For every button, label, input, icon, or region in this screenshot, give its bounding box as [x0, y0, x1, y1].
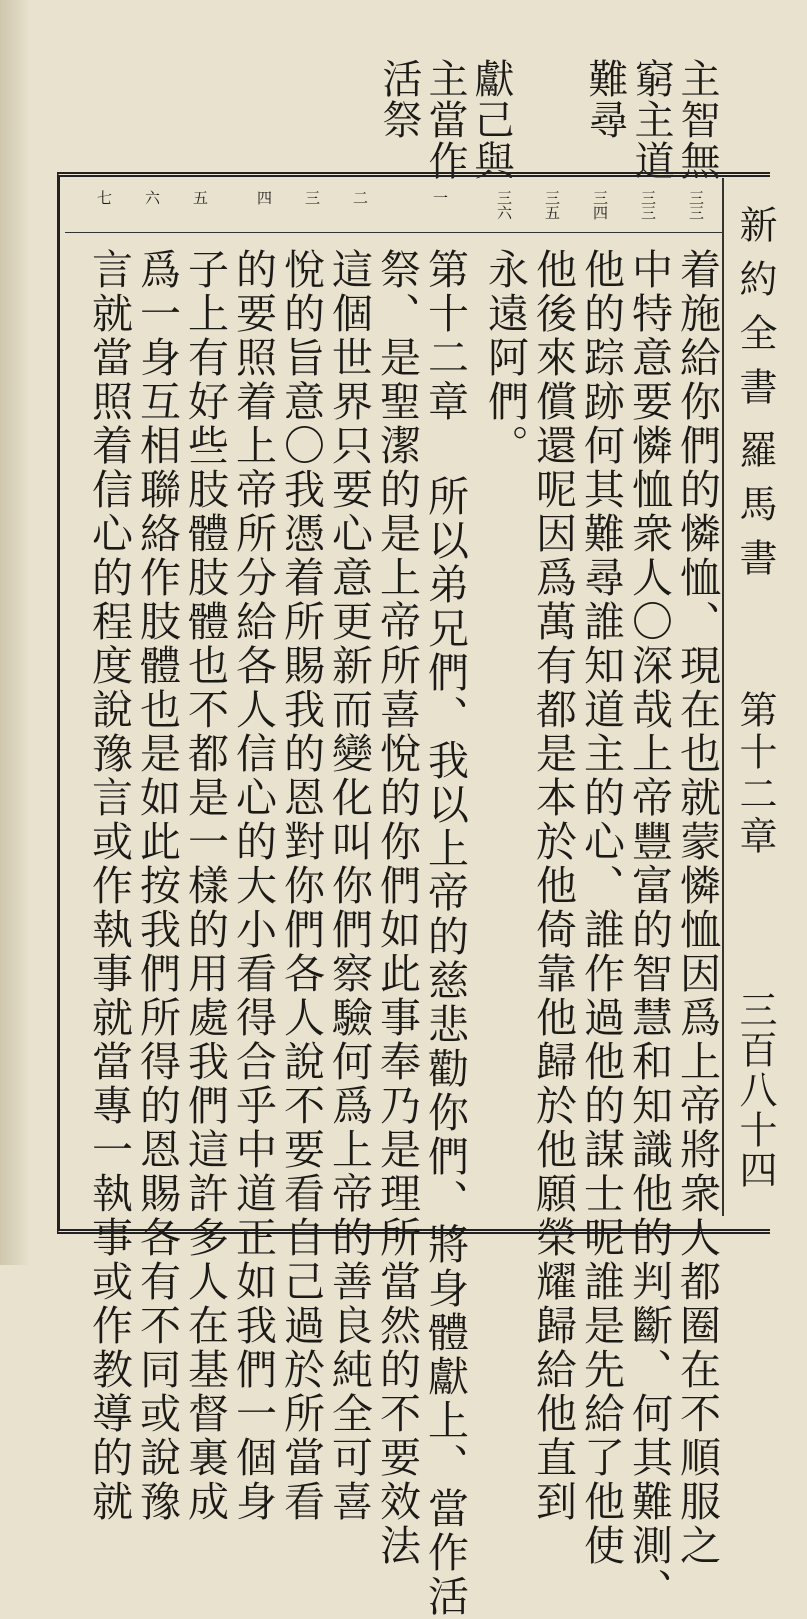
body-text-column: 祭、是聖潔的是上帝所喜悅的你們如此事奉乃是理所當然的不要效法	[373, 248, 421, 1568]
verse-ref: 三四	[591, 190, 609, 220]
body-text-column: 中特意要憐恤衆人〇深哉上帝豐富的智慧和知識他的判斷、何其難測、	[625, 248, 673, 1612]
gloss-column: 主智無	[674, 58, 720, 181]
body-text-column: 永遠阿們。	[481, 248, 529, 468]
verse-ref: 三五	[543, 190, 561, 220]
header-chapter: 第十二章	[733, 690, 777, 858]
body-text-column: 着施給你們的憐恤、現在也就蒙憐恤因爲上帝將衆人都圈在不順服之	[673, 248, 721, 1568]
body-text-column: 子上有好些肢體肢體也不都是一樣的用處我們這許多人在基督裏成	[181, 248, 229, 1524]
body-text-column-chapter-start: 第十二章 所以弟兄們、我以上帝的慈悲勸你們、將身體獻上、當作活	[421, 248, 469, 1619]
body-text-column: 這個世界只要心意更新而變化叫你們察驗何爲上帝的善良純全可喜	[325, 248, 373, 1524]
body-text-column: 言就當照着信心的程度說豫言或作執事就當專一執事或作教導的就	[85, 248, 133, 1524]
gloss-column: 活祭	[376, 58, 422, 140]
verse-ref: 三三	[639, 190, 657, 220]
verse-ref-rule	[65, 232, 723, 233]
verse-ref: 三	[303, 190, 321, 205]
gloss-column: 窮主道	[628, 58, 674, 181]
verse-ref: 三六	[495, 190, 513, 220]
verse-ref: 二	[351, 190, 369, 205]
header-book-name: 羅馬書	[733, 430, 777, 592]
gloss-column: 主當作	[422, 58, 468, 181]
body-text-column: 悅的旨意〇我憑着所賜我的恩對你們各人說不要看自己過於所當看	[277, 248, 325, 1524]
body-text-column: 爲一身互相聯絡作肢體也是如此按我們所得的恩賜各有不同或說豫	[133, 248, 181, 1524]
body-text-column: 他的踪跡何其難尋誰知道主的心、誰作過他的謀士呢誰是先給了他使	[577, 248, 625, 1568]
body-text-column: 他後來償還呢因爲萬有都是本於他倚靠他歸於他願榮耀歸給他直到	[529, 248, 577, 1524]
verse-ref: 四	[255, 190, 273, 205]
header-book-title: 新約全書	[733, 205, 777, 421]
verse-ref: 三三	[687, 190, 705, 220]
verse-ref: 七	[95, 190, 113, 205]
verse-ref: 六	[143, 190, 161, 205]
verse-ref: 五	[191, 190, 209, 205]
header-page-number: 三百八十四	[733, 990, 777, 1190]
page-binding-shadow	[0, 0, 30, 1265]
gloss-column: 難尋	[582, 58, 628, 140]
header-divider	[722, 178, 724, 1216]
gloss-column: 獻己與	[468, 58, 514, 181]
body-text-column: 的要照着上帝所分給各人信心的大小看得合乎中道正如我們一個身	[229, 248, 277, 1524]
verse-ref: 一	[431, 190, 449, 205]
